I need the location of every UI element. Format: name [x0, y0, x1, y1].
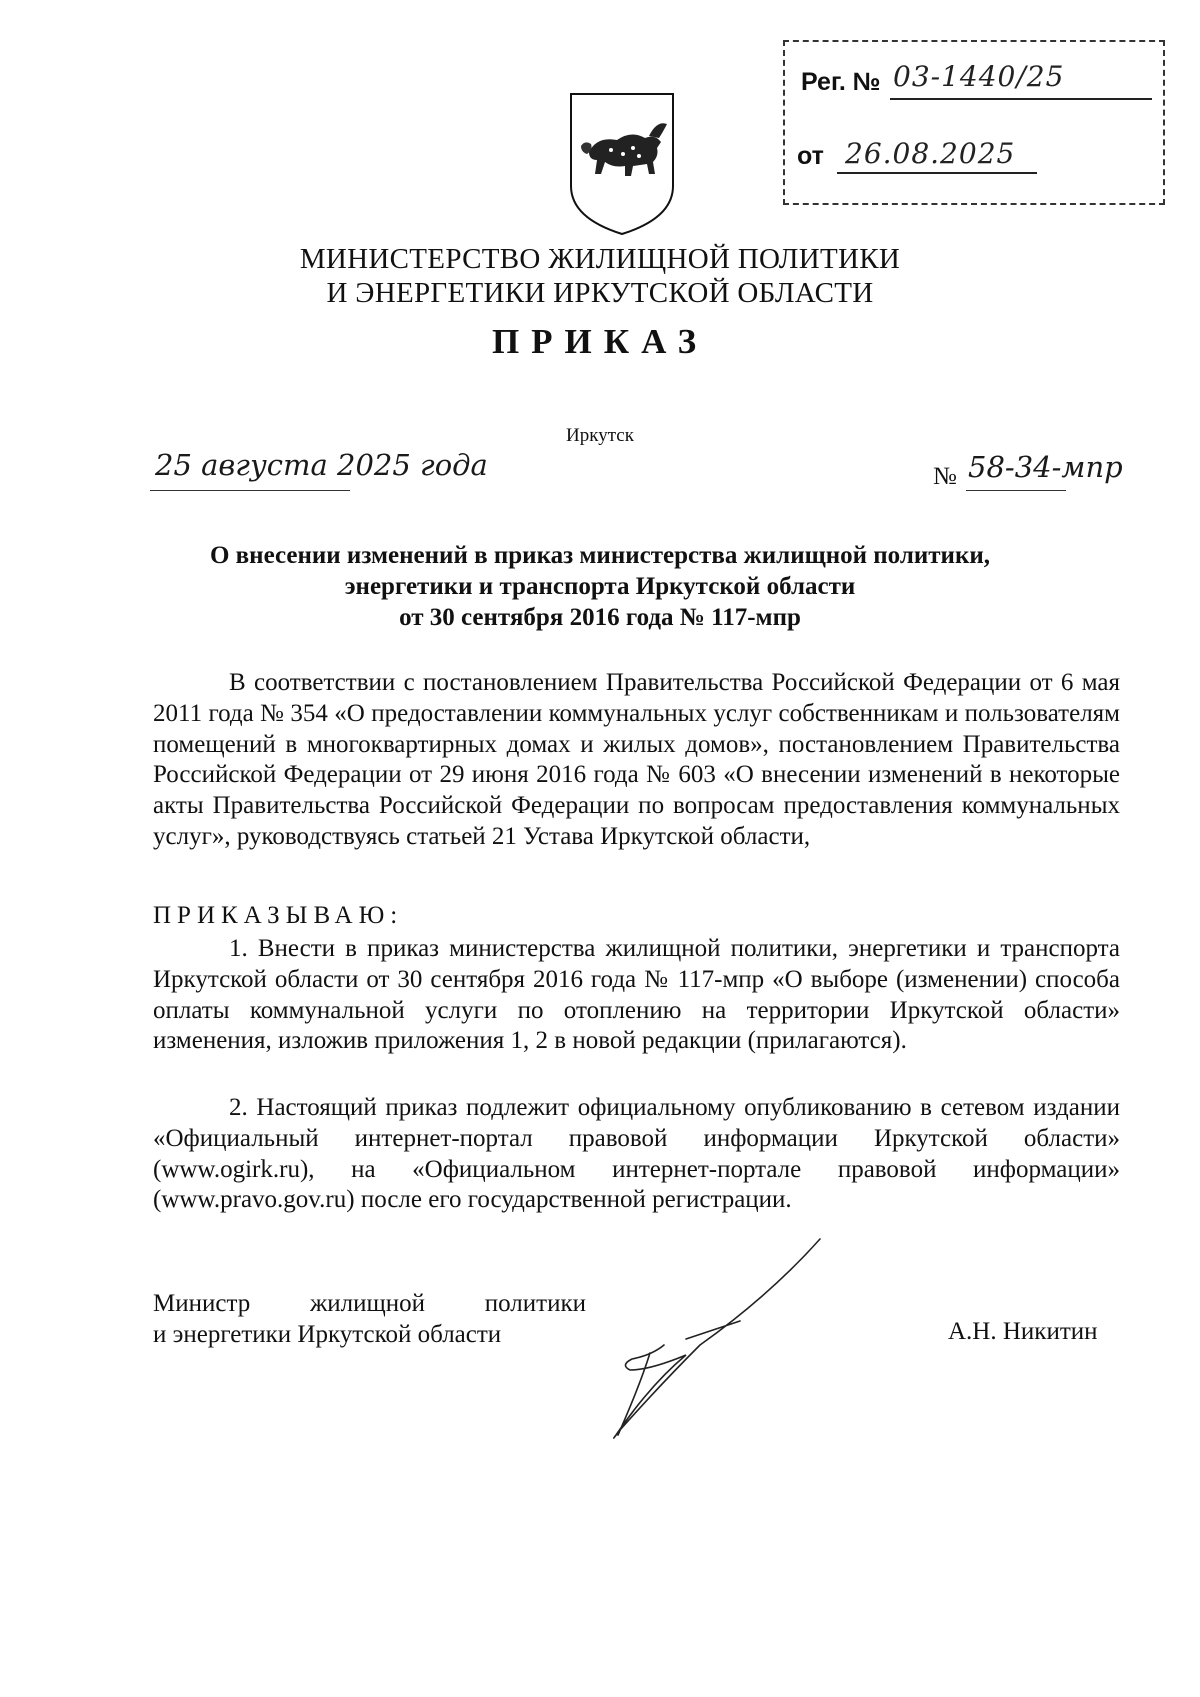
city: Иркутск [566, 425, 634, 446]
signer-position-line-1 [153, 1288, 586, 1319]
order-heading-line-1: О внесении изменений в приказ министерства жилищной политики, [209, 542, 991, 569]
signer-position-word-2: жилищной [309, 1290, 425, 1317]
reg-date: 26.08.2025 [845, 137, 1016, 170]
coat-of-arms-icon [567, 90, 677, 238]
order-date: 25 августа 2025 года [155, 448, 488, 482]
item-1-text: 1. Внести в приказ министерства жилищной политики, энергетики и транспорта Иркутской области от 30 сентября 2016 года № 117-мпр «О выборе (изменении) способа оплаты коммунальной услуги по отоплению на территории Иркутской области» изменения, изложив приложения 1, 2 в новой редакции (прилагаются). [153, 935, 1120, 1055]
registration-stamp [783, 40, 1165, 205]
preamble-text: В соответствии с постановлением Правительства Российской Федерации от 6 мая 2011 года № 354 «О предоставлении коммунальных услуг собственникам и пользователям помещений в многоквартирных домах и жилых домов», постановлением Правительства Российской Федерации от 29 июня 2016 года № 603 «О внесении изменений в некоторые акты Правительства Российской Федерации по вопросам предоставления коммунальных услуг», руководствуясь статьей 21 Устава Иркутской области, [153, 669, 1120, 850]
reg-number-underline [890, 98, 1152, 100]
reg-from-label: от [797, 142, 824, 170]
reg-number: 03-1440/25 [893, 60, 1065, 93]
order-number-underline [966, 490, 1066, 491]
item-2-paragraph [153, 1093, 1120, 1216]
signer-position-word-3: политики [484, 1290, 586, 1317]
handwritten-signature [590, 1235, 830, 1445]
signer-position-line-2: и энергетики Иркутской области [153, 1321, 502, 1348]
order-heading-line-2: энергетики и транспорта Иркутской области [344, 573, 856, 600]
ministry-name [0, 242, 1200, 310]
ministry-line-2: И ЭНЕРГЕТИКИ ИРКУТСКОЙ ОБЛАСТИ [326, 277, 874, 309]
item-1-paragraph [153, 934, 1120, 1057]
reg-label: Рег. № [801, 68, 881, 96]
document-type: ПРИКАЗ [491, 322, 709, 361]
signer-name: А.Н. Никитин [948, 1318, 1098, 1345]
order-number-label: № [933, 463, 957, 490]
order-heading [0, 540, 1200, 633]
order-number: 58-34-мпр [968, 450, 1123, 484]
preamble-paragraph [153, 668, 1120, 853]
signer-position-word-1: Министр [153, 1290, 251, 1317]
order-heading-line-3: от 30 сентября 2016 года № 117-мпр [399, 604, 801, 631]
item-2-text: 2. Настоящий приказ подлежит официальному опубликованию в сетевом издании «Официальный интернет-портал правовой информации Иркутской области» (www.ogirk.ru), на «Официальном интернет-портале правовой информации» (www.pravo.gov.ru) после его государственной регистрации. [153, 1094, 1120, 1214]
order-word: ПРИКАЗЫВАЮ: [153, 902, 404, 929]
signer-position [153, 1288, 586, 1350]
order-date-underline [150, 490, 350, 491]
ministry-line-1: МИНИСТЕРСТВО ЖИЛИЩНОЙ ПОЛИТИКИ [299, 243, 901, 275]
reg-date-underline [837, 172, 1037, 174]
